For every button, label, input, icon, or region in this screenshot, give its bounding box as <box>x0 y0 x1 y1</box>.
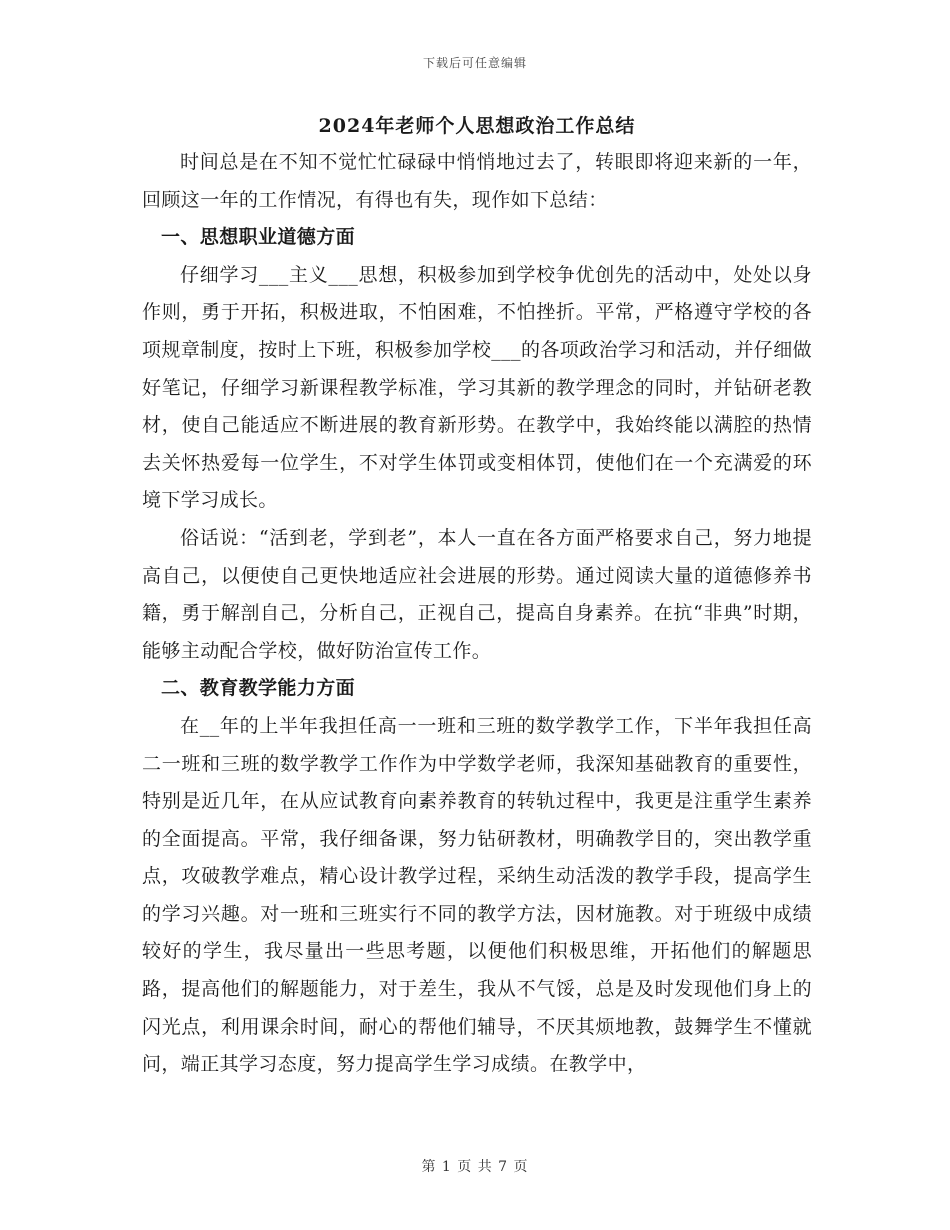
page-header-note: 下载后可任意编辑 <box>422 56 527 70</box>
section1-paragraph-1: 仔细学习___主义___思想，积极参加到学校争优创先的活动中，处处以身作则，勇于开拓，积极进取，不怕困难，不怕挫折。平常，严格遵守学校的各项规章制度，按时上下班，积极参加学校___的各项政治学习和活动，并仔细做好笔记，仔细学习新课程教学标准，学习其新的教学理念的同时，并钻研老教材，使自己能适应不断进展的教育新形势。在教学中，我始终能以满腔的热情去关怀热爱每一位学生，不对学生体罚或变相体罚，使他们在一个充满爱的环境下学习成长。 <box>142 263 812 512</box>
section1-paragraph-2: 俗话说：“活到老，学到老”，本人一直在各方面严格要求自己，努力地提高自己，以便使自己更快地适应社会进展的形势。通过阅读大量的道德修养书籍，勇于解剖自己，分析自己，正视自己，提高自身素养。在抗“非典”时期，能够主动配合学校，做好防治宣传工作。 <box>142 526 812 662</box>
document-body <box>142 108 812 1084</box>
page-footer-number: 第 1 页 共 7 页 <box>421 1159 529 1175</box>
section2-heading: 二、教育教学能力方面 <box>161 677 356 700</box>
document-title: 2024年老师个人思想政治工作总结 <box>318 115 636 137</box>
intro-paragraph: 时间总是在不知不觉忙忙碌碌中悄悄地过去了，转眼即将迎来新的一年，回顾这一年的工作情况，有得也有失，现作如下总结： <box>142 151 812 211</box>
section1-heading: 一、思想职业道德方面 <box>161 226 356 249</box>
section2-paragraph-1: 在__年的上半年我担任高一一班和三班的数学教学工作，下半年我担任高二一班和三班的数学教学工作作为中学数学老师，我深知基础教育的重要性，特别是近几年，在从应试教育向素养教育的转轨过程中，我更是注重学生素养的全面提高。平常，我仔细备课，努力钻研教材，明确教学目的，突出教学重点，攻破教学难点，精心设计教学过程，采纳生动活泼的教学手段，提高学生的学习兴趣。对一班和三班实行不同的教学方法，因材施教。对于班级中成绩较好的学生，我尽量出一些思考题，以便他们积极思维，开拓他们的解题思路，提高他们的解题能力，对于差生，我从不气馁，总是及时发现他们身上的闪光点，利用课余时间，耐心的帮他们辅导，不厌其烦地教，鼓舞学生不懂就问，端正其学习态度，努力提高学生学习成绩。在教学中， <box>142 714 812 1076</box>
